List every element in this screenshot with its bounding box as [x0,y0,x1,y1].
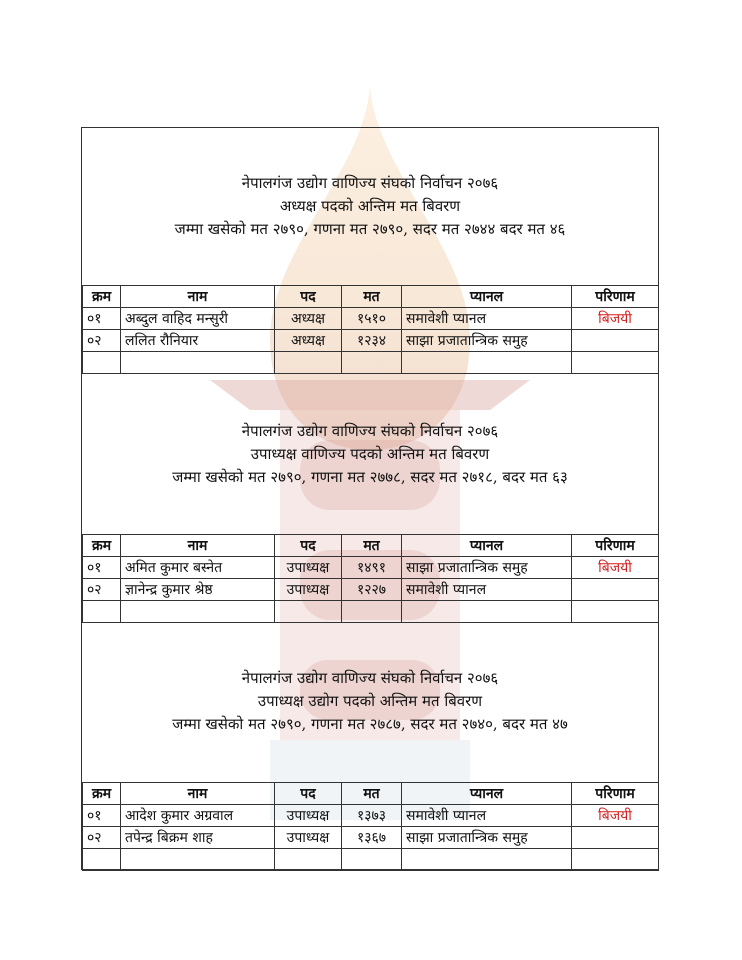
cell-panel: समावेशी प्यानल [402,579,572,601]
cell-panel: समावेशी प्यानल [402,805,572,827]
cell-post: अध्यक्ष [275,330,342,352]
cell-serial: ०१ [83,308,121,330]
table-row-empty [83,601,659,623]
section-vice-president-industry [82,667,658,736]
cell-name: अमित कुमार बस्नेत [121,557,275,579]
cell-votes: १२३४ [342,330,402,352]
table-row [83,330,659,352]
col-header-post: पद [275,783,342,805]
post-subtitle: उपाध्यक्ष उद्योग पदको अन्तिम मत बिवरण [257,692,483,710]
cell-result [572,579,659,601]
cell-post: अध्यक्ष [275,308,342,330]
table-row [83,579,659,601]
cell-panel: साझा प्रजातान्त्रिक समुह [402,330,572,352]
table-header-row [83,535,659,557]
vote-summary: जम्मा खसेको मत २७९०, गणना मत २७९०, सदर मत २७४४ बदर मत ४६ [174,220,566,238]
cell-name: ज्ञानेन्द्र कुमार श्रेष्ठ [121,579,275,601]
cell-post: उपाध्यक्ष [275,827,342,849]
cell-serial: ०२ [83,827,121,849]
cell-panel: साझा प्रजातान्त्रिक समुह [402,827,572,849]
cell-votes: १४९१ [342,557,402,579]
col-header-name: नाम [121,783,275,805]
election-title: नेपालगंज उद्योग वाणिज्य संघको निर्वाचन २०७६ [241,669,499,687]
cell-name: तपेन्द्र बिक्रम शाह [121,827,275,849]
col-header-votes: मत [342,783,402,805]
col-header-name: नाम [121,286,275,308]
cell-post: उपाध्यक्ष [275,805,342,827]
table-row-empty [83,352,659,374]
section-vice-president-commerce [82,420,658,489]
cell-name: ललित रौनियार [121,330,275,352]
col-header-serial: क्रम [83,783,121,805]
cell-votes: १३७३ [342,805,402,827]
col-header-panel: प्यानल [402,535,572,557]
cell-votes: १२२७ [342,579,402,601]
table-header-row [83,783,659,805]
cell-result: बिजयी [572,308,659,330]
cell-name: अब्दुल वाहिद मन्सुरी [121,308,275,330]
cell-votes: १५१० [342,308,402,330]
table-row [83,557,659,579]
table-row [83,308,659,330]
col-header-serial: क्रम [83,535,121,557]
cell-result: बिजयी [572,805,659,827]
cell-post: उपाध्यक्ष [275,579,342,601]
results-table [82,782,659,871]
cell-panel: समावेशी प्यानल [402,308,572,330]
cell-panel: साझा प्रजातान्त्रिक समुह [402,557,572,579]
cell-result [572,330,659,352]
post-subtitle: उपाध्यक्ष वाणिज्य पदको अन्तिम मत बिवरण [250,445,490,463]
election-title: नेपालगंज उद्योग वाणिज्य संघको निर्वाचन २०७६ [241,174,499,192]
table-header-row [83,286,659,308]
table-row [83,827,659,849]
post-subtitle: अध्यक्ष पदको अन्तिम मत बिवरण [279,197,461,215]
cell-name: आदेश कुमार अग्रवाल [121,805,275,827]
col-header-post: पद [275,286,342,308]
table-row [83,805,659,827]
col-header-serial: क्रम [83,286,121,308]
cell-serial: ०१ [83,805,121,827]
cell-serial: ०२ [83,579,121,601]
cell-serial: ०१ [83,557,121,579]
cell-serial: ०२ [83,330,121,352]
results-document [81,127,659,870]
col-header-post: पद [275,535,342,557]
col-header-votes: मत [342,286,402,308]
vote-summary: जम्मा खसेको मत २७९०, गणना मत २७७८, सदर मत २७१८, बदर मत ६३ [172,468,568,486]
cell-votes: १३६७ [342,827,402,849]
election-title: नेपालगंज उद्योग वाणिज्य संघको निर्वाचन २०७६ [241,422,499,440]
col-header-panel: प्यानल [402,783,572,805]
col-header-result: परिणाम [572,535,659,557]
col-header-votes: मत [342,535,402,557]
col-header-name: नाम [121,535,275,557]
col-header-result: परिणाम [572,783,659,805]
vote-summary: जम्मा खसेको मत २७९०, गणना मत २७८७, सदर मत २७४०, बदर मत ४७ [172,715,568,733]
cell-result: बिजयी [572,557,659,579]
table-row-empty [83,849,659,871]
col-header-panel: प्यानल [402,286,572,308]
section-president [82,172,658,241]
results-table [82,534,659,623]
cell-post: उपाध्यक्ष [275,557,342,579]
col-header-result: परिणाम [572,286,659,308]
results-table [82,285,659,374]
cell-result [572,827,659,849]
